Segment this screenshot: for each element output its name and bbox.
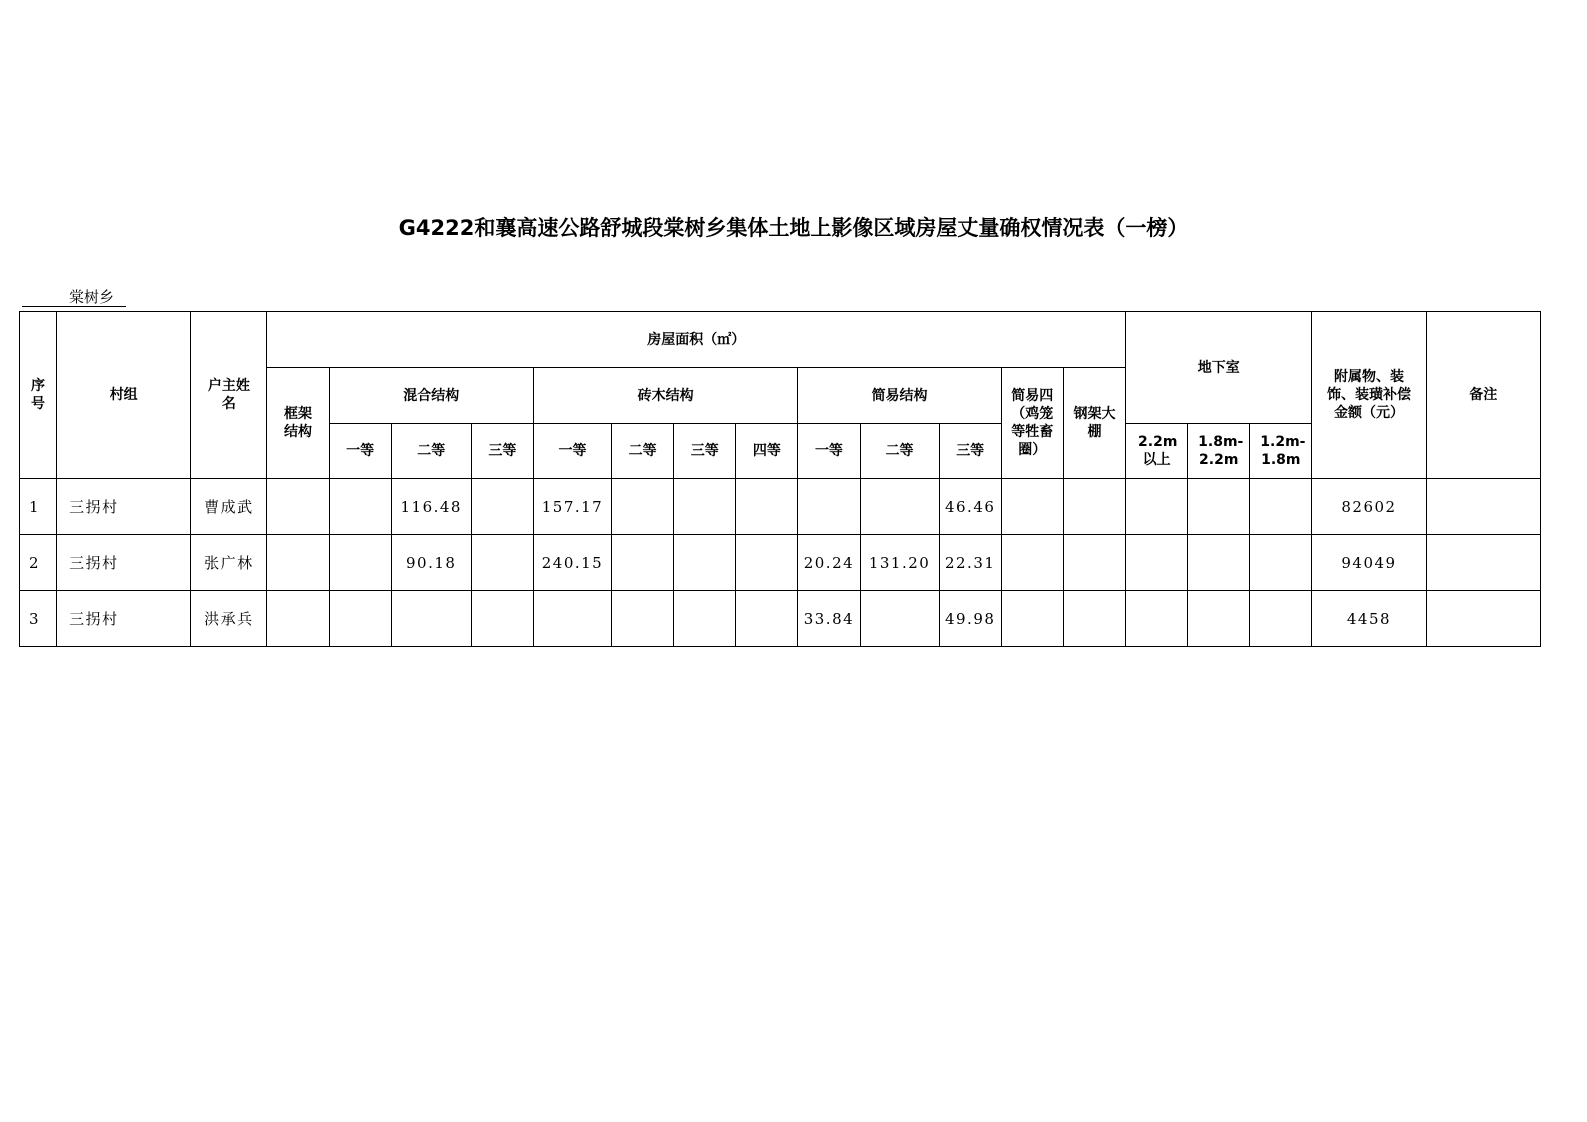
page-title: G4222和襄高速公路舒城段棠树乡集体土地上影像区域房屋丈量确权情况表（一榜）	[398, 216, 1189, 240]
cell-mixed-2: 116.48	[391, 479, 471, 535]
cell-brick-wood-1: 157.17	[533, 479, 611, 535]
cell-basement-1	[1126, 535, 1188, 591]
header-remark: 备注	[1426, 312, 1540, 479]
table-row	[20, 479, 1541, 535]
township-label: 棠树乡	[22, 288, 126, 307]
header-basement-1-2-to-1-8m: 1.2m-1.8m	[1250, 424, 1312, 479]
cell-mixed-3	[471, 535, 533, 591]
cell-owner: 张广林	[191, 535, 267, 591]
cell-seq: 3	[20, 591, 57, 647]
cell-brick-wood-2	[612, 479, 674, 535]
cell-mixed-2: 90.18	[391, 535, 471, 591]
cell-owner: 曹成武	[191, 479, 267, 535]
table-row	[20, 535, 1541, 591]
cell-brick-wood-3	[674, 591, 736, 647]
cell-village: 三拐村	[57, 479, 191, 535]
cell-simple-3: 49.98	[939, 591, 1001, 647]
cell-simple-2	[860, 479, 939, 535]
cell-basement-2	[1188, 591, 1250, 647]
cell-brick-wood-1	[533, 591, 611, 647]
header-seq: 序号	[20, 312, 57, 479]
header-brick-wood-grade-2: 二等	[612, 424, 674, 479]
cell-amount: 94049	[1312, 535, 1426, 591]
header-owner: 户主姓名	[191, 312, 267, 479]
cell-simple-1: 20.24	[798, 535, 860, 591]
cell-mixed-1	[329, 591, 391, 647]
cell-basement-1	[1126, 591, 1188, 647]
cell-mixed-1	[329, 479, 391, 535]
header-simple-grade-2: 二等	[860, 424, 939, 479]
cell-brick-wood-2	[612, 591, 674, 647]
cell-mixed-1	[329, 535, 391, 591]
cell-brick-wood-4	[736, 535, 798, 591]
cell-simple-1: 33.84	[798, 591, 860, 647]
cell-simple-3: 22.31	[939, 535, 1001, 591]
cell-brick-wood-2	[612, 535, 674, 591]
cell-brick-wood-3	[674, 479, 736, 535]
cell-basement-3	[1250, 535, 1312, 591]
cell-steel-shed	[1063, 535, 1125, 591]
header-simple-grade-1: 一等	[798, 424, 860, 479]
cell-basement-3	[1250, 479, 1312, 535]
cell-simple-3: 46.46	[939, 479, 1001, 535]
header-basement-1-8-to-2-2m: 1.8m-2.2m	[1188, 424, 1250, 479]
cell-simple-2: 131.20	[860, 535, 939, 591]
header-attachments-amount: 附属物、装饰、装璜补偿金额（元）	[1312, 312, 1426, 479]
header-house-area: 房屋面积（㎡）	[267, 312, 1126, 368]
cell-seq: 2	[20, 535, 57, 591]
header-village: 村组	[57, 312, 191, 479]
cell-simple-2	[860, 591, 939, 647]
cell-steel-shed	[1063, 591, 1125, 647]
cell-basement-2	[1188, 479, 1250, 535]
cell-mixed-2	[391, 591, 471, 647]
cell-amount: 82602	[1312, 479, 1426, 535]
cell-remark	[1426, 535, 1540, 591]
cell-simple-1	[798, 479, 860, 535]
header-basement: 地下室	[1126, 312, 1312, 424]
header-brick-wood-grade-4: 四等	[736, 424, 798, 479]
cell-simple-four	[1001, 535, 1063, 591]
cell-seq: 1	[20, 479, 57, 535]
header-brick-wood-grade-1: 一等	[533, 424, 611, 479]
cell-frame	[267, 535, 329, 591]
cell-brick-wood-4	[736, 479, 798, 535]
cell-frame	[267, 591, 329, 647]
cell-mixed-3	[471, 591, 533, 647]
cell-simple-four	[1001, 591, 1063, 647]
cell-remark	[1426, 479, 1540, 535]
table-row	[20, 591, 1541, 647]
header-mixed-grade-3: 三等	[471, 424, 533, 479]
cell-brick-wood-4	[736, 591, 798, 647]
cell-brick-wood-1: 240.15	[533, 535, 611, 591]
header-mixed-structure: 混合结构	[329, 368, 533, 424]
cell-owner: 洪承兵	[191, 591, 267, 647]
cell-remark	[1426, 591, 1540, 647]
cell-simple-four	[1001, 479, 1063, 535]
header-mixed-grade-1: 一等	[329, 424, 391, 479]
header-brick-wood-grade-3: 三等	[674, 424, 736, 479]
cell-basement-1	[1126, 479, 1188, 535]
header-brick-wood-structure: 砖木结构	[533, 368, 797, 424]
cell-frame	[267, 479, 329, 535]
header-simple-grade-3: 三等	[939, 424, 1001, 479]
survey-table	[19, 311, 1541, 647]
cell-mixed-3	[471, 479, 533, 535]
cell-basement-2	[1188, 535, 1250, 591]
header-simple-four: 简易四（鸡笼等牲畜圈）	[1001, 368, 1063, 479]
cell-village: 三拐村	[57, 591, 191, 647]
cell-brick-wood-3	[674, 535, 736, 591]
cell-amount: 4458	[1312, 591, 1426, 647]
header-frame-structure: 框架结构	[267, 368, 329, 479]
cell-basement-3	[1250, 591, 1312, 647]
cell-steel-shed	[1063, 479, 1125, 535]
header-mixed-grade-2: 二等	[391, 424, 471, 479]
header-simple-structure: 简易结构	[798, 368, 1001, 424]
header-basement-above-2-2m: 2.2m以上	[1126, 424, 1188, 479]
cell-village: 三拐村	[57, 535, 191, 591]
header-steel-shed: 钢架大棚	[1063, 368, 1125, 479]
